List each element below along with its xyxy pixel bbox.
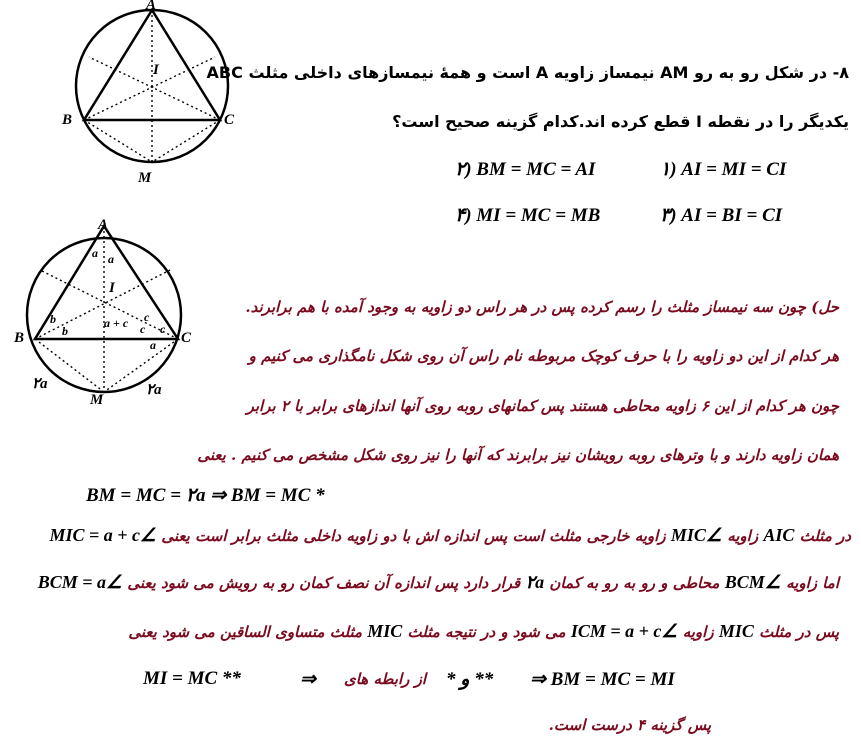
solution-line-7-math-3: MIC <box>367 621 403 641</box>
fig2-label-a: A <box>98 217 109 233</box>
equation-2-arrow: ⇒ <box>300 669 316 690</box>
solution-line-6-math-2: ۲a <box>525 572 545 592</box>
fig2-label-b: B <box>14 330 25 346</box>
solution-line-7-mid-2: می شود و در نتیجه مثلث <box>407 623 566 641</box>
solution-line-6-mid-1: محاطی و رو به رو به کمان <box>549 574 720 592</box>
solution-line-2: هر کدام از این دو زاویه را با حرف کوچک مربوطه نام راس آن روی شکل نامگذاری می کنیم و <box>248 347 839 365</box>
fig2-angle-a2: a <box>108 252 114 266</box>
solution-line-5-math-3: ∠MIC = a + c <box>49 525 157 545</box>
solution-line-5-math-1: AIC <box>763 525 795 545</box>
equation-2-stars: * و ** <box>446 669 494 690</box>
option-3: ۳) AI = BI = CI <box>660 205 783 226</box>
fig1-label-c: C <box>224 112 235 128</box>
fig2-angle-a1: a <box>92 246 98 260</box>
solution-line-3: چون هر کدام از این ۶ زاویه محاطی هستند پس کمانهای روبه روی آنها اندازهای برابر با ۲ برابر <box>246 397 839 415</box>
fig2-angle-b2: b <box>62 324 68 338</box>
solution-line-5-mid-1: زاویه <box>727 527 759 545</box>
fig1-label-a: A <box>146 0 157 13</box>
solution-line-6-math-1: ∠BCM <box>724 572 781 592</box>
solution-line-7-pre: پس در مثلث <box>759 623 839 641</box>
fig1-label-b: B <box>62 112 73 128</box>
equation-1: BM = MC = ۲a ⇒ BM = MC * <box>86 485 325 506</box>
fig2-angle-c3: c <box>160 322 166 336</box>
fig2-arc-left: ۲a <box>32 376 48 392</box>
fig2-label-c: C <box>181 330 192 346</box>
fig2-label-i: I <box>109 280 115 296</box>
fig2-angle-c2: c <box>140 322 146 336</box>
bisector-lines-2 <box>35 226 178 392</box>
fig2-angle-c1: c <box>144 310 150 324</box>
solution-line-5 <box>50 525 852 546</box>
fig2-angle-a3: a <box>150 338 156 352</box>
option-2: ۲) BM = MC = AI <box>455 159 596 180</box>
fig2-arc-right: ۲a <box>146 382 162 398</box>
solution-line-7-math-2: ∠ICM = a + c <box>570 621 678 641</box>
fig2-center-sum: a + c <box>104 316 129 330</box>
solution-line-5-math-2: ∠MIC <box>670 525 722 545</box>
figure-circle-triangle-2 <box>20 215 195 400</box>
solution-line-6-pre: اما زاویه <box>786 574 839 592</box>
fig2-angle-b1: b <box>50 312 56 326</box>
solution-line-7-mid-1: زاویه <box>682 623 714 641</box>
equation-2-mid: از رابطه های <box>344 670 427 688</box>
solution-line-1: حل) چون سه نیمساز مثلث را رسم کرده پس در هر راس دو زاویه به وجود آمده با هم برابرند. <box>245 298 839 316</box>
option-1: ۱) AI = MI = CI <box>660 159 787 180</box>
solution-line-6 <box>38 572 839 593</box>
figure-circle-triangle-1 <box>55 0 250 195</box>
solution-line-7-math-1: MIC <box>718 621 754 641</box>
question-line-2: یکدیگر را در نقطه I قطع کرده اند.کدام گزینه صحیح است؟ <box>392 112 849 131</box>
solution-line-6-math-3: ∠BCM = a <box>37 572 123 592</box>
solution-line-7-post: مثلث متساوی الساقین می شود یعنی <box>128 623 363 641</box>
solution-line-4: همان زاویه دارند و با وترهای روبه رویشان نیز برابرند که آنها را نیز روی شکل مشخص می کنیم . یعنی <box>197 446 839 464</box>
conclusion: پس گزینه ۴ درست است. <box>548 716 711 734</box>
equation-2-right: ⇒ BM = MC = MI <box>530 669 675 690</box>
solution-line-5-pre: در مثلث <box>799 527 851 545</box>
option-4: ۴) MI = MC = MB <box>455 205 601 226</box>
fig2-label-m: M <box>90 392 104 408</box>
solution-line-7 <box>128 621 839 642</box>
fig1-label-i: I <box>153 62 159 78</box>
solution-line-6-mid-2: قرار دارد پس اندازه آن نصف کمان رو به رویش می شود یعنی <box>127 574 521 592</box>
solution-line-5-mid-2: زاویه خارجی مثلث است پس اندازه اش با دو زاویه داخلی مثلث برابر است یعنی <box>161 527 666 545</box>
question-line-1: ۸- در شکل رو به رو AM نیمساز زاویه A است و همهٔ نیمسازهای داخلی مثلث ABC <box>206 63 849 82</box>
fig1-label-m: M <box>138 170 152 186</box>
equation-2-left: MI = MC ** <box>143 668 241 689</box>
